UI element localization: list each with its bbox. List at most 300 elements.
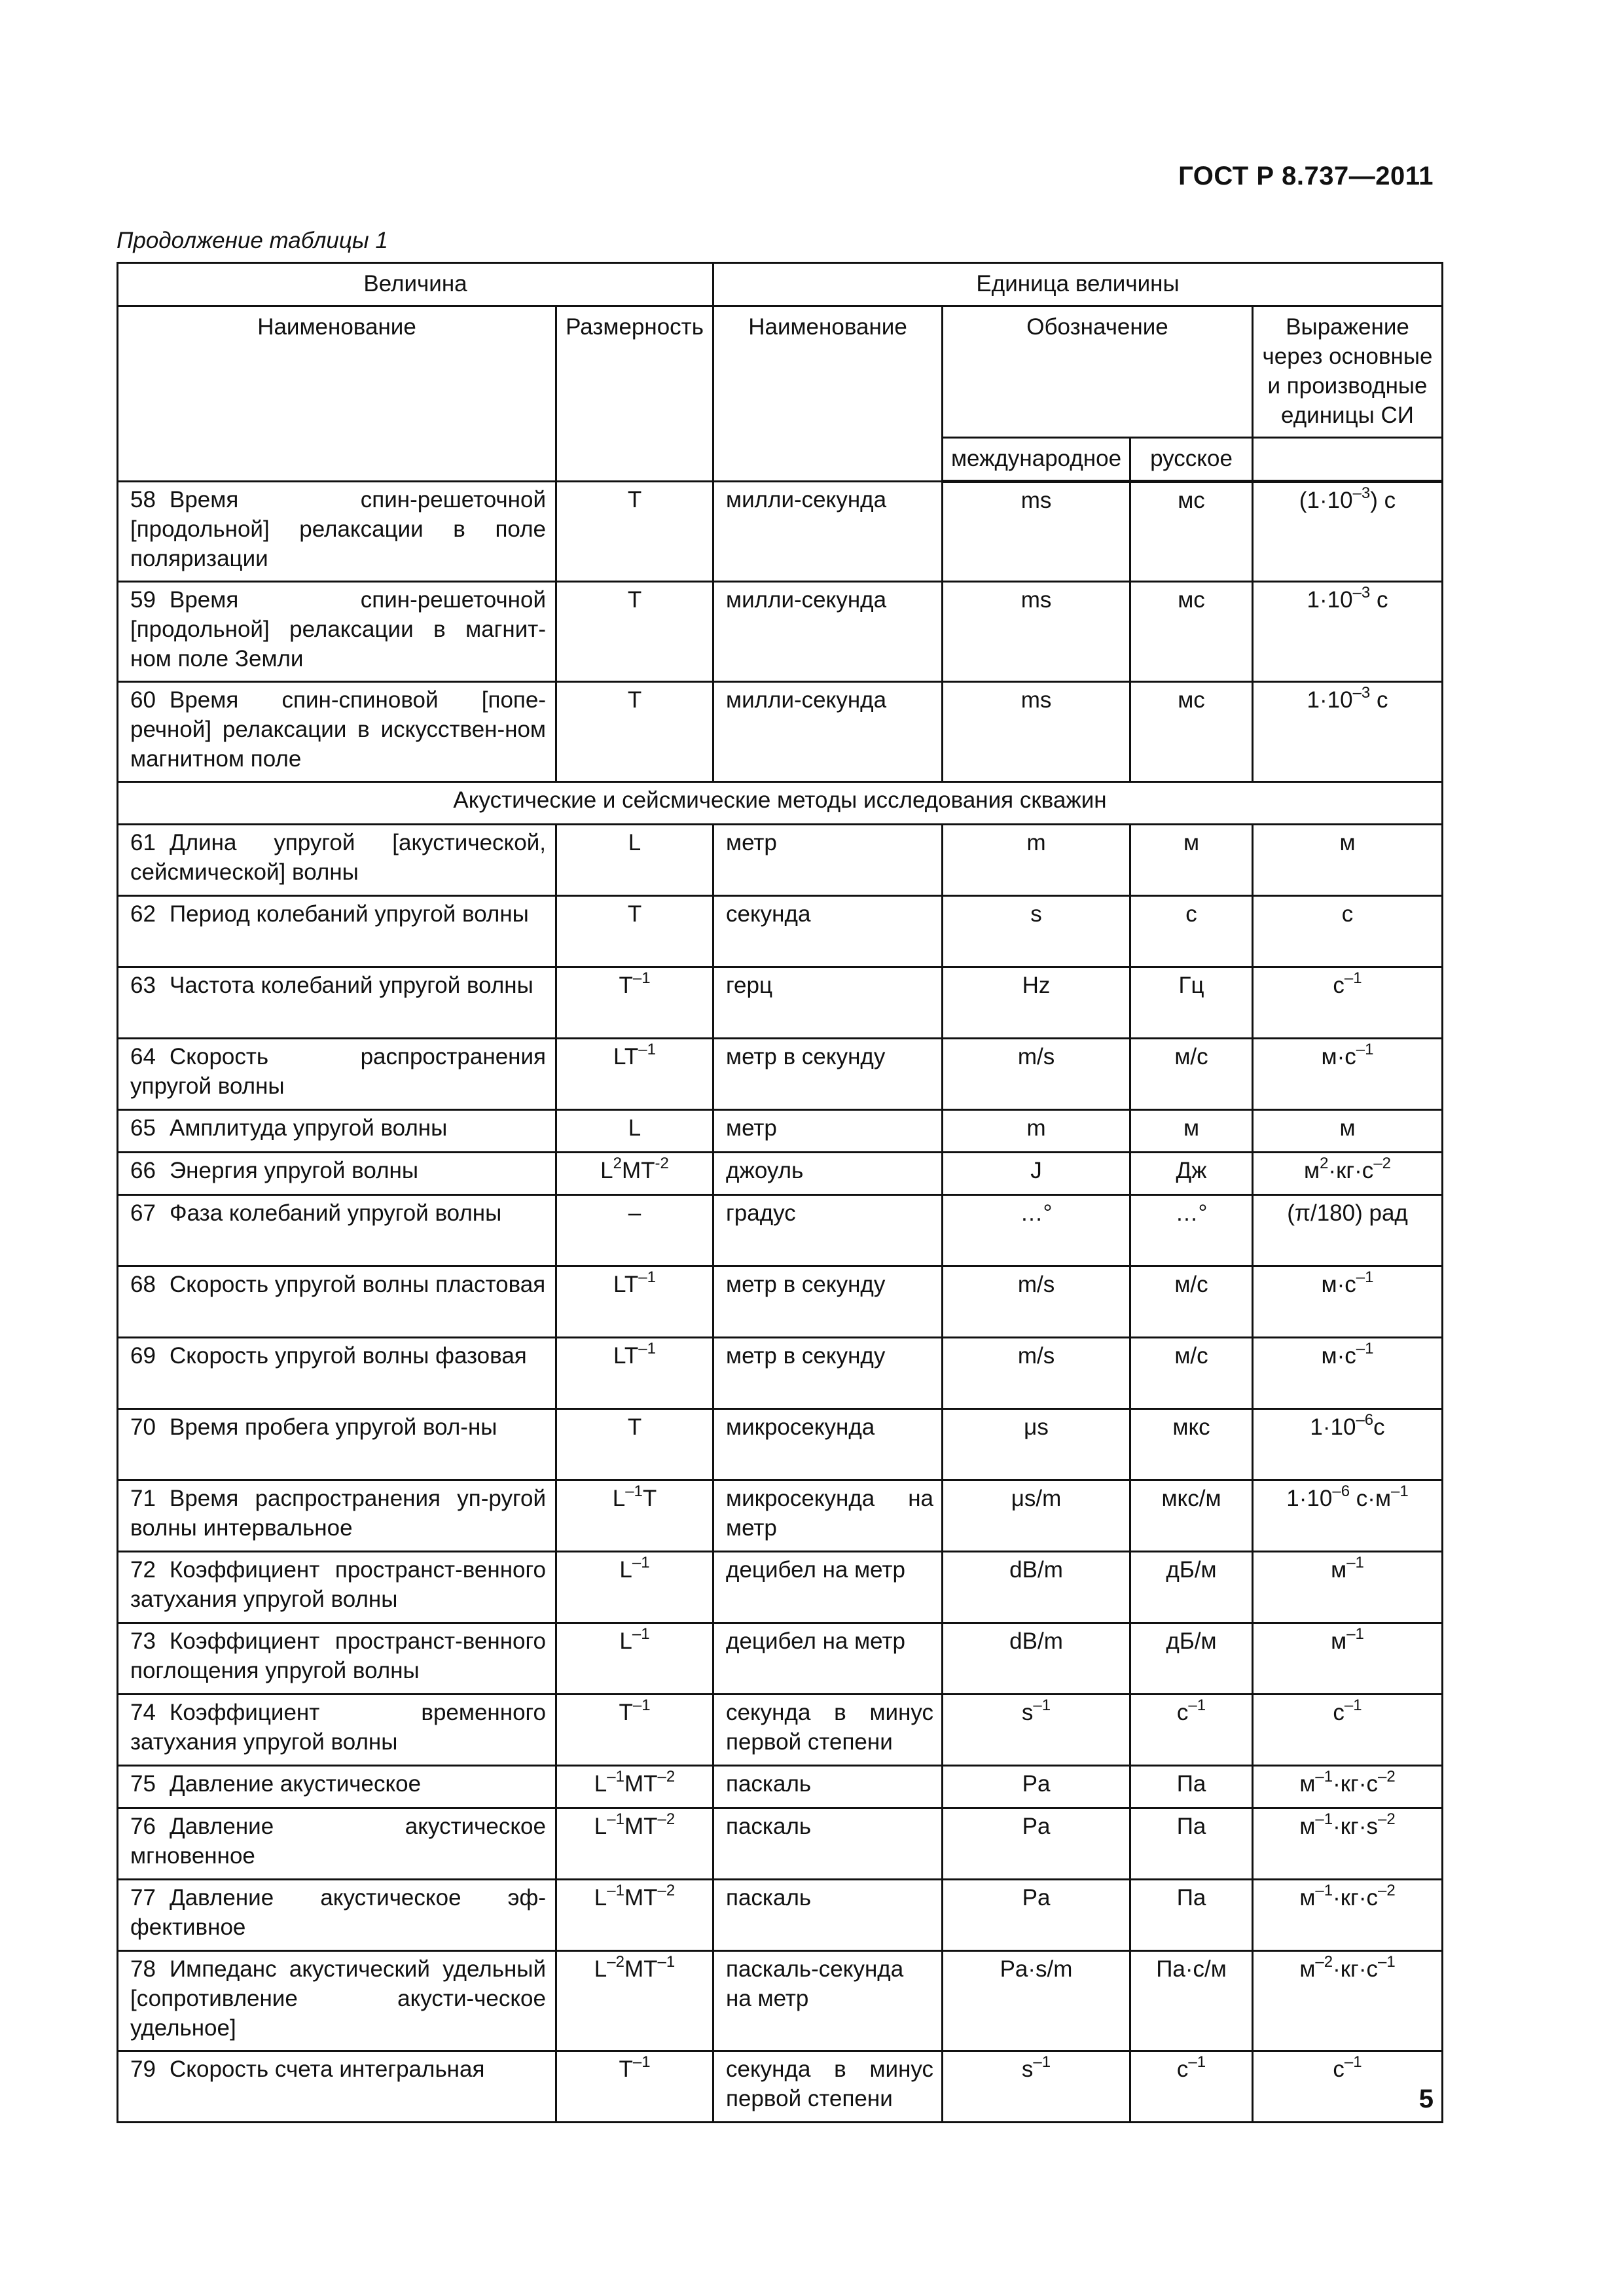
text: m bbox=[1026, 830, 1046, 855]
unit-name: джоуль bbox=[713, 1153, 943, 1195]
row-number: 73 bbox=[130, 1628, 156, 1654]
row-number: 59 bbox=[130, 587, 156, 613]
unit-name: милли-секунда bbox=[713, 682, 943, 782]
text: LT bbox=[613, 1343, 639, 1369]
quantity-name bbox=[118, 582, 556, 682]
text: s bbox=[1021, 2056, 1034, 2082]
text: MT bbox=[621, 1158, 655, 1183]
designation-international bbox=[943, 1110, 1130, 1153]
text: Па·с/м bbox=[1156, 1956, 1227, 1982]
text: Гц bbox=[1178, 973, 1204, 998]
quantity-name-text: Давление акустическое эф-фективное bbox=[130, 1885, 546, 1940]
exponent: –1 bbox=[657, 1953, 676, 1971]
quantity-name-text: Давление акустическое мгновенное bbox=[130, 1814, 546, 1869]
designation-international bbox=[943, 582, 1130, 682]
exponent: –3 bbox=[1352, 584, 1371, 602]
text: s bbox=[1030, 901, 1042, 927]
dimension bbox=[556, 1951, 713, 2051]
exponent: –2 bbox=[1377, 1882, 1396, 1900]
si-expression bbox=[1253, 967, 1443, 1039]
designation-russian bbox=[1130, 1552, 1253, 1623]
text: м/с bbox=[1174, 1044, 1208, 1069]
si-expression bbox=[1253, 1552, 1443, 1623]
sub-header-empty bbox=[1253, 438, 1443, 482]
quantity-name bbox=[118, 1480, 556, 1552]
exponent: –1 bbox=[1356, 1041, 1374, 1059]
text: м bbox=[1304, 1158, 1320, 1183]
unit-name: микросекунда на метр bbox=[713, 1480, 943, 1552]
designation-international bbox=[943, 1195, 1130, 1266]
exponent: –6 bbox=[1332, 1482, 1350, 1501]
text: 1·10 bbox=[1307, 587, 1353, 613]
designation-russian bbox=[1130, 1480, 1253, 1552]
quantity-name-text: Частота колебаний упругой волны bbox=[170, 973, 533, 998]
text: LT bbox=[613, 1272, 639, 1297]
text: дБ/м bbox=[1166, 1628, 1217, 1654]
quantity-name bbox=[118, 1623, 556, 1695]
row-number: 63 bbox=[130, 973, 156, 998]
dimension bbox=[556, 482, 713, 582]
row-number: 68 bbox=[130, 1272, 156, 1297]
quantity-name-text: Давление акустическое bbox=[170, 1771, 422, 1797]
quantity-name-text: Энергия упругой волны bbox=[170, 1158, 418, 1183]
text: …° bbox=[1020, 1200, 1053, 1226]
quantity-name-text: Время спин-решеточной [продольной] релаксации в поле поляризации bbox=[130, 487, 546, 571]
exponent: –1 bbox=[607, 1882, 624, 1900]
exponent: –1 bbox=[1315, 1810, 1333, 1829]
text: с bbox=[1185, 901, 1197, 927]
designation-russian bbox=[1130, 1808, 1253, 1880]
row-number: 79 bbox=[130, 2056, 156, 2082]
quantity-name-text: Фаза колебаний упругой волны bbox=[170, 1200, 502, 1226]
sub-header-international: международное bbox=[943, 438, 1130, 482]
quantity-name-text: Коэффициент пространст-венного поглощения упругой волны bbox=[130, 1628, 546, 1683]
exponent: –2 bbox=[657, 1768, 676, 1786]
row-number: 78 bbox=[130, 1956, 156, 1982]
table-row bbox=[118, 967, 1443, 1039]
exponent: –2 bbox=[1377, 1768, 1396, 1786]
row-number: 67 bbox=[130, 1200, 156, 1226]
dimension bbox=[556, 896, 713, 967]
exponent: –1 bbox=[638, 1340, 656, 1358]
dimension bbox=[556, 682, 713, 782]
group-header-quantity: Величина bbox=[118, 263, 713, 306]
exponent: –2 bbox=[1315, 1953, 1333, 1971]
si-expression bbox=[1253, 1266, 1443, 1338]
dimension bbox=[556, 1808, 713, 1880]
text: Pa bbox=[1022, 1814, 1051, 1839]
page-number: 5 bbox=[1418, 2085, 1434, 2113]
unit-name: паскаль bbox=[713, 1880, 943, 1951]
designation-international bbox=[943, 1338, 1130, 1409]
designation-russian bbox=[1130, 1338, 1253, 1409]
quantity-name bbox=[118, 1766, 556, 1808]
si-expression bbox=[1253, 582, 1443, 682]
exponent: –1 bbox=[1344, 969, 1362, 988]
quantity-name bbox=[118, 1880, 556, 1951]
quantity-name-text: Скорость распространения упругой волны bbox=[130, 1044, 546, 1099]
unit-name: милли-секунда bbox=[713, 482, 943, 582]
designation-russian bbox=[1130, 1409, 1253, 1480]
text: ·кг·с bbox=[1333, 1771, 1378, 1797]
si-expression bbox=[1253, 1951, 1443, 2051]
row-number: 71 bbox=[130, 1486, 156, 1511]
text: с bbox=[1333, 973, 1344, 998]
designation-russian bbox=[1130, 682, 1253, 782]
text: m bbox=[1026, 1115, 1046, 1141]
dimension bbox=[556, 1266, 713, 1338]
col-header-unit-name: Наименование bbox=[713, 306, 943, 482]
table-row bbox=[118, 682, 1443, 782]
exponent: 2 bbox=[1320, 1155, 1329, 1173]
table-row bbox=[118, 1808, 1443, 1880]
dimension bbox=[556, 1153, 713, 1195]
text: м/с bbox=[1174, 1272, 1208, 1297]
text: T bbox=[619, 973, 633, 998]
row-number: 62 bbox=[130, 901, 156, 927]
quantity-name-text: Скорость счета интегральная bbox=[170, 2056, 485, 2082]
text: m/s bbox=[1017, 1044, 1055, 1069]
exponent: –1 bbox=[1346, 1625, 1364, 1643]
designation-international bbox=[943, 1266, 1130, 1338]
quantity-name bbox=[118, 682, 556, 782]
text: L bbox=[628, 1115, 641, 1141]
unit-name: градус bbox=[713, 1195, 943, 1266]
table-row bbox=[118, 1338, 1443, 1409]
exponent: –2 bbox=[657, 1810, 676, 1829]
text: ) с bbox=[1370, 488, 1396, 513]
text: м bbox=[1299, 1885, 1316, 1910]
text: L bbox=[594, 1771, 607, 1797]
quantity-name bbox=[118, 1338, 556, 1409]
designation-international bbox=[943, 682, 1130, 782]
text: мс bbox=[1178, 587, 1205, 613]
exponent: –1 bbox=[1391, 1482, 1409, 1501]
quantity-name-text: Время спин-спиновой [попе-речной] релаксации в искусствен-ном магнитном поле bbox=[130, 687, 546, 772]
row-number: 72 bbox=[130, 1557, 156, 1583]
dimension bbox=[556, 1338, 713, 1409]
text: м bbox=[1339, 830, 1356, 855]
exponent: –2 bbox=[1377, 1810, 1396, 1829]
exponent: –1 bbox=[1377, 1953, 1396, 1971]
row-number: 74 bbox=[130, 1700, 156, 1725]
text: T bbox=[627, 901, 642, 927]
designation-international bbox=[943, 967, 1130, 1039]
designation-russian bbox=[1130, 1039, 1253, 1110]
text: T bbox=[619, 1700, 633, 1725]
si-expression bbox=[1253, 1480, 1443, 1552]
dimension bbox=[556, 1480, 713, 1552]
text: L bbox=[594, 1885, 607, 1910]
table-row bbox=[118, 1039, 1443, 1110]
exponent: –1 bbox=[632, 1625, 650, 1643]
text: m/s bbox=[1017, 1272, 1055, 1297]
exponent: 2 bbox=[613, 1155, 622, 1173]
designation-international bbox=[943, 825, 1130, 896]
text: с bbox=[1341, 901, 1354, 927]
designation-russian bbox=[1130, 967, 1253, 1039]
text: ·кг·с bbox=[1333, 1956, 1378, 1982]
quantity-name-text: Скорость упругой волны пластовая bbox=[170, 1272, 546, 1297]
exponent: –1 bbox=[1315, 1882, 1333, 1900]
designation-international bbox=[943, 482, 1130, 582]
si-expression bbox=[1253, 1110, 1443, 1153]
quantity-name-text: Длина упругой [акустической, сейсмической] волны bbox=[130, 830, 546, 885]
designation-russian bbox=[1130, 1880, 1253, 1951]
designation-russian bbox=[1130, 896, 1253, 967]
text: Дж bbox=[1176, 1158, 1207, 1183]
table-row bbox=[118, 1623, 1443, 1695]
text: μs bbox=[1024, 1414, 1049, 1440]
designation-international bbox=[943, 1695, 1130, 1766]
exponent: –2 bbox=[607, 1953, 624, 1971]
text: м/с bbox=[1174, 1343, 1208, 1369]
text: LT bbox=[613, 1044, 639, 1069]
text: с bbox=[1176, 2056, 1189, 2082]
exponent: –1 bbox=[1344, 2053, 1362, 2072]
si-expression bbox=[1253, 1808, 1443, 1880]
col-header-expression: Выражение через основные и производные единицы СИ bbox=[1253, 306, 1443, 438]
designation-international bbox=[943, 896, 1130, 967]
si-expression bbox=[1253, 896, 1443, 967]
unit-name: герц bbox=[713, 967, 943, 1039]
row-number: 76 bbox=[130, 1814, 156, 1839]
table-row bbox=[118, 1266, 1443, 1338]
quantity-name bbox=[118, 2051, 556, 2123]
text: T bbox=[627, 487, 642, 512]
unit-name: децибел на метр bbox=[713, 1623, 943, 1695]
unit-name: секунда в минус первой степени bbox=[713, 1695, 943, 1766]
dimension bbox=[556, 1552, 713, 1623]
table-row bbox=[118, 1480, 1443, 1552]
text: ·кг·с bbox=[1328, 1158, 1374, 1183]
row-number: 60 bbox=[130, 687, 156, 713]
text: 1·10 bbox=[1310, 1414, 1356, 1440]
table-row bbox=[118, 582, 1443, 682]
text: MT bbox=[624, 1885, 658, 1910]
text: J bbox=[1030, 1158, 1042, 1183]
exponent: –1 bbox=[1356, 1268, 1374, 1287]
designation-international bbox=[943, 1880, 1130, 1951]
row-number: 75 bbox=[130, 1771, 156, 1797]
table-row bbox=[118, 1880, 1443, 1951]
exponent: –3 bbox=[1352, 684, 1371, 702]
table-row bbox=[118, 1552, 1443, 1623]
designation-international bbox=[943, 1409, 1130, 1480]
quantity-name-text: Период колебаний упругой волны bbox=[170, 901, 529, 927]
col-header-designation: Обозначение bbox=[943, 306, 1253, 438]
unit-name: паскаль-секунда на метр bbox=[713, 1951, 943, 2051]
dimension bbox=[556, 1110, 713, 1153]
table-row bbox=[118, 2051, 1443, 2123]
text: мс bbox=[1178, 488, 1205, 513]
quantity-name bbox=[118, 1195, 556, 1266]
exponent: –1 bbox=[1033, 1696, 1051, 1715]
text: dB/m bbox=[1009, 1628, 1063, 1654]
unit-name: паскаль bbox=[713, 1808, 943, 1880]
table-row bbox=[118, 1766, 1443, 1808]
text: с·м bbox=[1350, 1486, 1392, 1511]
si-expression bbox=[1253, 1195, 1443, 1266]
text: s bbox=[1021, 1700, 1034, 1725]
unit-name: метр в секунду bbox=[713, 1338, 943, 1409]
row-number: 65 bbox=[130, 1115, 156, 1141]
exponent: –2 bbox=[657, 1882, 676, 1900]
quantity-name bbox=[118, 1409, 556, 1480]
text: – bbox=[628, 1200, 641, 1226]
quantity-name-text: Импеданс акустический удельный [сопротивление акусти-ческое удельное] bbox=[130, 1956, 546, 2041]
table-row bbox=[118, 896, 1443, 967]
quantity-name bbox=[118, 1808, 556, 1880]
text: 1·10 bbox=[1307, 687, 1353, 713]
text: Pa·s/m bbox=[1000, 1956, 1073, 1982]
table-row bbox=[118, 482, 1443, 582]
text: Па bbox=[1176, 1814, 1206, 1839]
si-expression bbox=[1253, 1623, 1443, 1695]
dimension bbox=[556, 1409, 713, 1480]
exponent: –3 bbox=[1352, 484, 1371, 503]
unit-name: секунда bbox=[713, 896, 943, 967]
text: ·кг·s bbox=[1333, 1814, 1378, 1839]
exponent: –1 bbox=[1188, 2053, 1206, 2072]
designation-international bbox=[943, 1808, 1130, 1880]
exponent: –1 bbox=[632, 1554, 650, 1572]
text: м bbox=[1183, 830, 1200, 855]
text: T bbox=[642, 1486, 657, 1511]
table-body-b bbox=[118, 825, 1443, 2123]
si-expression bbox=[1253, 825, 1443, 896]
text: L bbox=[594, 1956, 607, 1982]
text: MT bbox=[624, 1814, 658, 1839]
text: Pa bbox=[1022, 1771, 1051, 1797]
dimension bbox=[556, 1039, 713, 1110]
table-section bbox=[118, 782, 1443, 825]
row-number: 70 bbox=[130, 1414, 156, 1440]
si-expression bbox=[1253, 682, 1443, 782]
quantity-name-text: Коэффициент пространст-венного затухания упругой волны bbox=[130, 1557, 546, 1612]
row-number: 77 bbox=[130, 1885, 156, 1910]
unit-name: метр bbox=[713, 825, 943, 896]
designation-russian bbox=[1130, 1695, 1253, 1766]
quantity-name bbox=[118, 482, 556, 582]
designation-russian bbox=[1130, 1110, 1253, 1153]
text: ms bbox=[1020, 488, 1052, 513]
designation-russian bbox=[1130, 1266, 1253, 1338]
unit-name: метр в секунду bbox=[713, 1039, 943, 1110]
exponent: –1 bbox=[638, 1268, 656, 1287]
table-header bbox=[118, 263, 1443, 482]
text: T bbox=[627, 687, 642, 713]
text: мкс bbox=[1172, 1414, 1210, 1440]
unit-name: децибел на метр bbox=[713, 1552, 943, 1623]
text: 1·10 bbox=[1286, 1486, 1333, 1511]
text: Па bbox=[1176, 1885, 1206, 1910]
quantity-name-text: Коэффициент временного затухания упругой волны bbox=[130, 1700, 546, 1755]
si-expression bbox=[1253, 1039, 1443, 1110]
table-row bbox=[118, 1195, 1443, 1266]
text: L bbox=[594, 1814, 607, 1839]
quantity-name-text: Амплитуда упругой волны bbox=[170, 1115, 448, 1141]
table-row bbox=[118, 1695, 1443, 1766]
designation-international bbox=[943, 1153, 1130, 1195]
text: ·кг·с bbox=[1333, 1885, 1378, 1910]
si-expression bbox=[1253, 482, 1443, 582]
quantity-name bbox=[118, 1951, 556, 2051]
quantity-name bbox=[118, 1153, 556, 1195]
quantity-name bbox=[118, 1266, 556, 1338]
text: м·с bbox=[1321, 1343, 1356, 1369]
quantity-name-text: Скорость упругой волны фазовая bbox=[170, 1343, 527, 1369]
designation-international bbox=[943, 2051, 1130, 2123]
text: …° bbox=[1175, 1200, 1208, 1226]
text: T bbox=[627, 587, 642, 613]
text: T bbox=[627, 1414, 642, 1440]
designation-international bbox=[943, 1623, 1130, 1695]
si-expression bbox=[1253, 1153, 1443, 1195]
exponent: –1 bbox=[1315, 1768, 1333, 1786]
quantity-name-text: Время пробега упругой вол-ны bbox=[170, 1414, 497, 1440]
si-expression bbox=[1253, 1409, 1443, 1480]
table-row bbox=[118, 1153, 1443, 1195]
quantity-name bbox=[118, 1110, 556, 1153]
text: Па bbox=[1176, 1771, 1206, 1797]
text: м·с bbox=[1321, 1272, 1356, 1297]
dimension bbox=[556, 2051, 713, 2123]
exponent: -2 bbox=[655, 1155, 669, 1173]
si-expression bbox=[1253, 1695, 1443, 1766]
exponent: –1 bbox=[1346, 1554, 1364, 1572]
exponent: –1 bbox=[638, 1041, 656, 1059]
designation-russian bbox=[1130, 825, 1253, 896]
group-header-unit: Единица величины bbox=[713, 263, 1443, 306]
designation-russian bbox=[1130, 2051, 1253, 2123]
text: с bbox=[1370, 687, 1388, 713]
exponent: –1 bbox=[1033, 2053, 1051, 2072]
dimension bbox=[556, 1623, 713, 1695]
text: MT bbox=[624, 1956, 658, 1982]
exponent: –1 bbox=[632, 969, 651, 988]
table-row bbox=[118, 1110, 1443, 1153]
text: (1·10 bbox=[1299, 488, 1353, 513]
text: L bbox=[600, 1158, 613, 1183]
text: с bbox=[1333, 2056, 1344, 2082]
col-header-name: Наименование bbox=[118, 306, 556, 482]
quantity-name bbox=[118, 1039, 556, 1110]
exponent: –1 bbox=[1344, 1696, 1362, 1715]
dimension bbox=[556, 1766, 713, 1808]
quantity-name bbox=[118, 825, 556, 896]
quantity-name-text: Время спин-решеточной [продольной] релаксации в магнит-ном поле Земли bbox=[130, 587, 546, 672]
unit-name: микросекунда bbox=[713, 1409, 943, 1480]
col-header-dimension: Размерность bbox=[556, 306, 713, 482]
text: м bbox=[1331, 1557, 1347, 1583]
quantity-name-text: Время распространения уп-ругой волны интервальное bbox=[130, 1486, 546, 1541]
text: мс bbox=[1178, 687, 1205, 713]
text: м bbox=[1331, 1628, 1347, 1654]
designation-russian bbox=[1130, 1195, 1253, 1266]
row-number: 64 bbox=[130, 1044, 156, 1069]
designation-international bbox=[943, 1766, 1130, 1808]
designation-international bbox=[943, 1480, 1130, 1552]
exponent: –1 bbox=[607, 1810, 624, 1829]
table-body-a bbox=[118, 482, 1443, 782]
text: μs/m bbox=[1011, 1486, 1062, 1511]
text: м bbox=[1183, 1115, 1200, 1141]
row-number: 61 bbox=[130, 830, 156, 855]
text: dB/m bbox=[1009, 1557, 1063, 1583]
text: с bbox=[1373, 1414, 1385, 1440]
dimension bbox=[556, 582, 713, 682]
